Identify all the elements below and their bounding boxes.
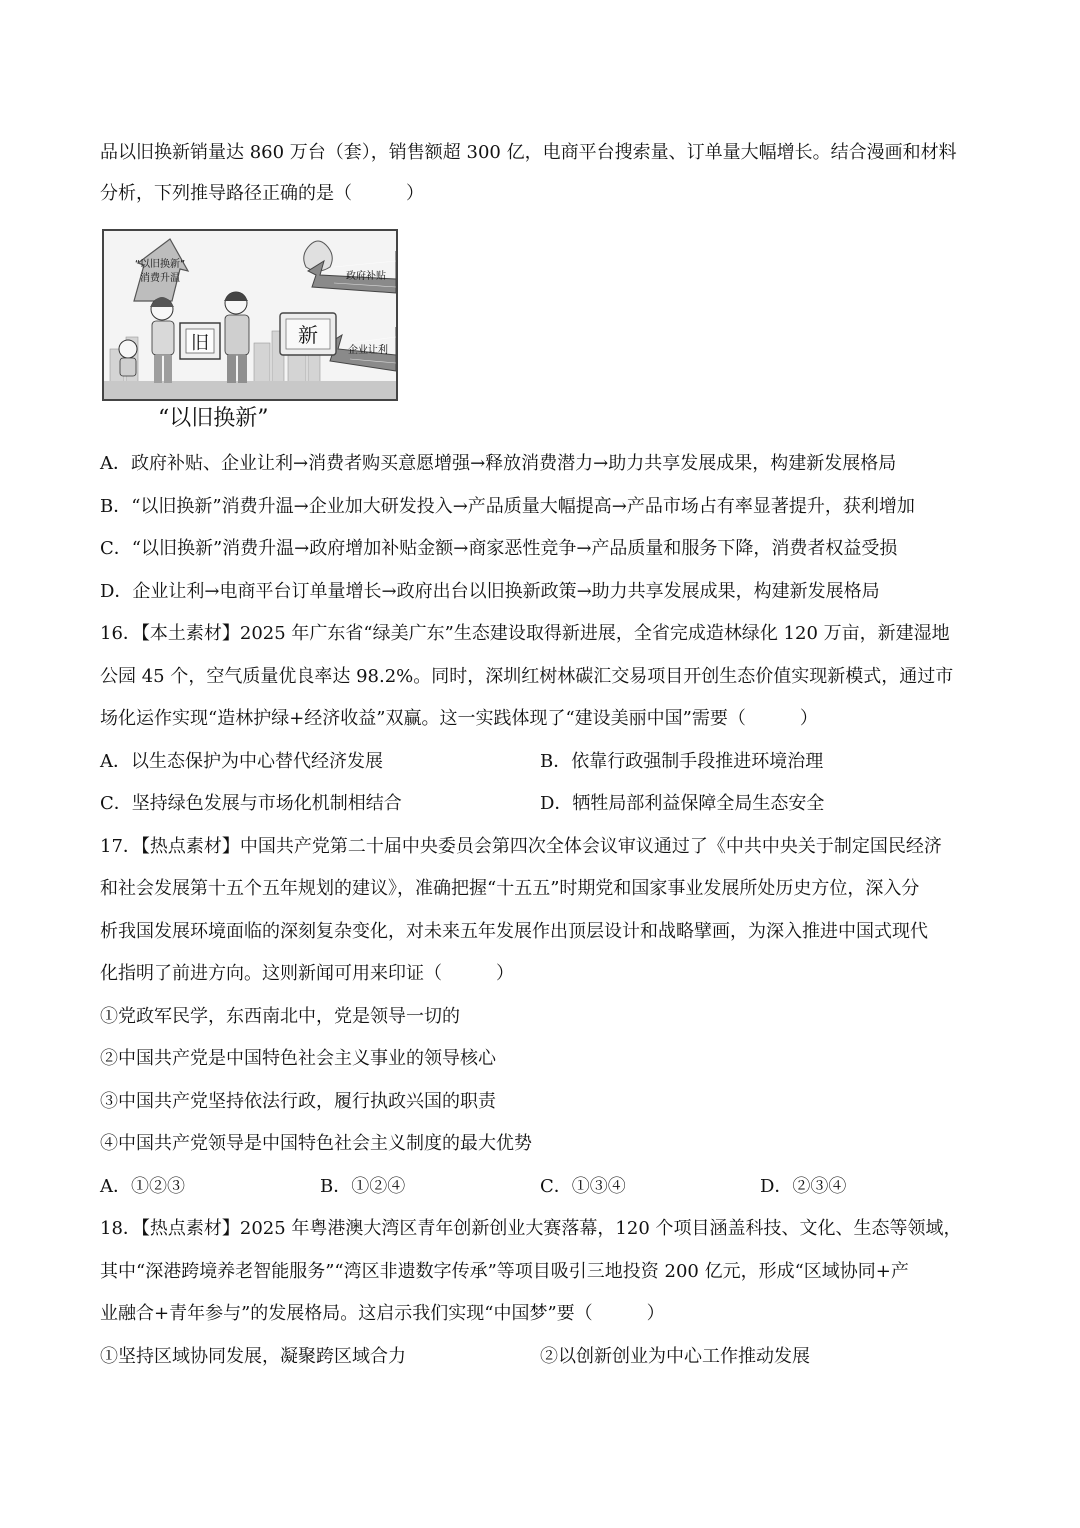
q17-statement-2: ②中国共产党是中国特色社会主义事业的领导核心 — [100, 1048, 496, 1069]
q15-option-c: C．“以旧换新”消费升温→政府增加补贴金额→商家恶性竞争→产品质量和服务下降，消费者权益受损 — [100, 538, 898, 559]
q16-stem-line-2: 公园 45 个，空气质量优良率达 98.2%。同时，深圳红树林碳汇交易项目开创生态价值实现新模式，通过市 — [100, 666, 954, 687]
cartoon-box-old: 旧 — [191, 333, 209, 354]
q16-stem-line-3: 场化运作实现“造林护绿+经济收益”双赢。这一实践体现了“建设美丽中国”需要（ ） — [100, 708, 818, 729]
q15-option-b: B．“以旧换新”消费升温→企业加大研发投入→产品质量大幅提高→产品市场占有率显著提升，获利增加 — [100, 496, 915, 517]
q18-statement-1: ①坚持区域协同发展，凝聚跨区域合力 — [100, 1346, 406, 1367]
q15-stem-line-2: 分析，下列推导路径正确的是（ ） — [100, 183, 424, 204]
q17-statement-4: ④中国共产党领导是中国特色社会主义制度的最大优势 — [100, 1133, 532, 1154]
q17-option-a: A．①②③ — [100, 1176, 185, 1197]
cartoon-label-profit: 企业让利 — [348, 345, 388, 356]
cartoon-caption: “以旧换新” — [158, 406, 269, 431]
cartoon-image — [102, 229, 398, 401]
q17-statement-3: ③中国共产党坚持依法行政，履行执政兴国的职责 — [100, 1091, 496, 1112]
q16-option-c: C．坚持绿色发展与市场化机制相结合 — [100, 793, 402, 814]
q17-stem-line-1: 17．【热点素材】中国共产党第二十届中央委员会第四次全体会议审议通过了《中共中央关于制定国民经济 — [100, 836, 942, 857]
q16-option-d: D．牺牲局部利益保障全局生态安全 — [540, 793, 825, 814]
q16-stem-line-1: 16．【本土素材】2025 年广东省“绿美广东”生态建设取得新进展，全省完成造林绿化 120 万亩，新建湿地 — [100, 623, 950, 644]
cartoon-arrow-text-1: “以旧换新” — [134, 259, 186, 270]
q16-option-b: B．依靠行政强制手段推进环境治理 — [540, 751, 824, 772]
cartoon-label-subsidy: 政府补贴 — [346, 271, 386, 282]
q15-option-d: D．企业让利→电商平台订单量增长→政府出台以旧换新政策→助力共享发展成果，构建新发展格局 — [100, 581, 880, 602]
cartoon-box-new: 新 — [298, 323, 318, 347]
q18-stem-line-2: 其中“深港跨境养老智能服务”“湾区非遗数字传承”等项目吸引三地投资 200 亿元，形成“区域协同+产 — [100, 1261, 909, 1282]
q15-stem-line-1: 品以旧换新销量达 860 万台（套），销售额超 300 亿，电商平台搜索量、订单量大幅增长。结合漫画和材料 — [100, 142, 957, 163]
q18-stem-line-3: 业融合+青年参与”的发展格局。这启示我们实现“中国梦”要（ ） — [100, 1303, 665, 1324]
cartoon-illustration — [104, 231, 396, 399]
cartoon-arrow-text-2: 消费升温 — [140, 273, 180, 284]
q17-stem-line-3: 析我国发展环境面临的深刻复杂变化，对未来五年发展作出顶层设计和战略擘画，为深入推进中国式现代 — [100, 921, 928, 942]
q17-option-c: C．①③④ — [540, 1176, 626, 1197]
q16-option-a: A．以生态保护为中心替代经济发展 — [100, 751, 383, 772]
q18-statement-2: ②以创新创业为中心工作推动发展 — [540, 1346, 810, 1367]
q17-option-b: B．①②④ — [320, 1176, 406, 1197]
q17-stem-line-2: 和社会发展第十五个五年规划的建议》，准确把握“十五五”时期党和国家事业发展所处历史方位，深入分 — [100, 878, 920, 899]
q17-option-d: D．②③④ — [760, 1176, 847, 1197]
q18-stem-line-1: 18．【热点素材】2025 年粤港澳大湾区青年创新创业大赛落幕，120 个项目涵盖科技、文化、生态等领域， — [100, 1218, 962, 1239]
q17-stem-line-4: 化指明了前进方向。这则新闻可用来印证（ ） — [100, 963, 514, 984]
q17-statement-1: ①党政军民学，东西南北中，党是领导一切的 — [100, 1006, 460, 1027]
q15-option-a: A．政府补贴、企业让利→消费者购买意愿增强→释放消费潜力→助力共享发展成果，构建新发展格局 — [100, 453, 897, 474]
